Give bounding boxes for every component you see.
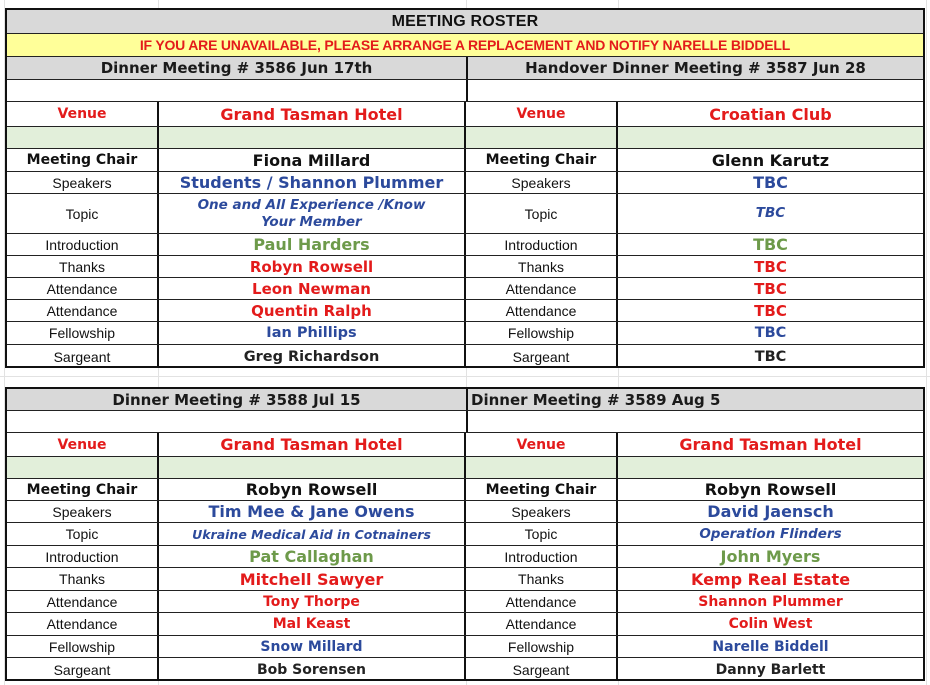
- sargeant-label[interactable]: Sargeant: [466, 345, 618, 368]
- fellowship-label[interactable]: Fellowship: [7, 322, 159, 344]
- sargeant-label[interactable]: Sargeant: [466, 658, 618, 681]
- green-spacer-cell[interactable]: [7, 457, 159, 478]
- thanks-label[interactable]: Thanks: [466, 568, 618, 590]
- introduction-label[interactable]: Introduction: [7, 546, 159, 567]
- meeting-chair-value[interactable]: Robyn Rowsell: [159, 479, 466, 500]
- attendance-label[interactable]: Attendance: [466, 591, 618, 612]
- roster-block-top: [5, 8, 925, 368]
- speakers-value[interactable]: Tim Mee & Jane Owens: [159, 501, 466, 522]
- sargeant-value[interactable]: TBC: [754, 348, 787, 365]
- thanks-value[interactable]: Robyn Rowsell: [159, 256, 466, 277]
- meeting-chair-value[interactable]: Fiona Millard: [159, 149, 466, 171]
- introduction-value[interactable]: TBC: [753, 235, 788, 254]
- gridline: [0, 376, 930, 377]
- attendance-value[interactable]: Mal Keast: [159, 613, 466, 635]
- thanks-label[interactable]: Thanks: [466, 256, 618, 277]
- green-spacer-cell[interactable]: [7, 127, 159, 148]
- venue-label[interactable]: Venue: [7, 433, 159, 456]
- topic-value[interactable]: One and All Experience /Know Your Member: [159, 194, 466, 233]
- speakers-value[interactable]: Students / Shannon Plummer: [159, 172, 466, 193]
- attendance-value[interactable]: Colin West: [728, 616, 813, 632]
- fellowship-value[interactable]: Ian Phillips: [159, 322, 466, 344]
- fellowship-value[interactable]: Snow Millard: [159, 636, 466, 657]
- introduction-value[interactable]: Pat Callaghan: [159, 546, 466, 567]
- meeting-header[interactable]: Dinner Meeting # 3588 Jul 15: [7, 389, 468, 410]
- meeting-chair-value[interactable]: Glenn Karutz: [711, 150, 830, 170]
- speakers-label[interactable]: Speakers: [7, 501, 159, 522]
- attendance-value[interactable]: Leon Newman: [159, 278, 466, 299]
- topic-label[interactable]: Topic: [466, 194, 618, 233]
- attendance-label[interactable]: Attendance: [7, 613, 159, 635]
- green-spacer-cell[interactable]: [618, 127, 923, 148]
- speakers-value[interactable]: TBC: [753, 173, 788, 192]
- attendance-label[interactable]: Attendance: [7, 278, 159, 299]
- venue-value[interactable]: Grand Tasman Hotel: [679, 435, 862, 454]
- topic-value[interactable]: Ukraine Medical Aid in Cotnainers: [159, 523, 466, 545]
- attendance-label[interactable]: Attendance: [466, 300, 618, 321]
- introduction-value[interactable]: John Myers: [720, 547, 821, 566]
- attendance-label[interactable]: Attendance: [466, 613, 618, 635]
- introduction-label[interactable]: Introduction: [7, 234, 159, 255]
- meeting-chair-label[interactable]: Meeting Chair: [466, 479, 618, 500]
- speakers-label[interactable]: Speakers: [7, 172, 159, 193]
- fellowship-label[interactable]: Fellowship: [7, 636, 159, 657]
- topic-label[interactable]: Topic: [7, 523, 159, 545]
- fellowship-value[interactable]: Narelle Biddell: [712, 638, 829, 655]
- blank-cell[interactable]: [468, 411, 923, 432]
- attendance-value[interactable]: Shannon Plummer: [698, 593, 843, 610]
- introduction-label[interactable]: Introduction: [466, 546, 618, 567]
- attendance-label[interactable]: Attendance: [466, 278, 618, 299]
- attendance-value[interactable]: Quentin Ralph: [159, 300, 466, 321]
- roster-title: MEETING ROSTER: [7, 10, 923, 33]
- green-spacer-cell[interactable]: [159, 457, 466, 478]
- green-spacer-cell[interactable]: [618, 457, 923, 478]
- venue-value[interactable]: Grand Tasman Hotel: [159, 433, 466, 456]
- gridline: [926, 0, 927, 685]
- fellowship-value[interactable]: TBC: [754, 325, 787, 341]
- meeting-chair-label[interactable]: Meeting Chair: [466, 149, 618, 171]
- topic-value[interactable]: Operation Flinders: [699, 525, 842, 542]
- introduction-label[interactable]: Introduction: [466, 234, 618, 255]
- notice-banner: IF YOU ARE UNAVAILABLE, PLEASE ARRANGE A REPLACEMENT AND NOTIFY NARELLE BIDDELL: [7, 34, 923, 56]
- thanks-value[interactable]: Mitchell Sawyer: [159, 568, 466, 590]
- meeting-header[interactable]: Dinner Meeting # 3586 Jun 17th: [7, 57, 468, 79]
- introduction-value[interactable]: Paul Harders: [159, 234, 466, 255]
- thanks-label[interactable]: Thanks: [7, 256, 159, 277]
- fellowship-label[interactable]: Fellowship: [466, 636, 618, 657]
- sargeant-label[interactable]: Sargeant: [7, 345, 159, 368]
- venue-label[interactable]: Venue: [466, 102, 618, 126]
- meeting-header[interactable]: Handover Dinner Meeting # 3587 Jun 28: [468, 57, 923, 79]
- attendance-value[interactable]: Tony Thorpe: [159, 591, 466, 612]
- speakers-label[interactable]: Speakers: [466, 172, 618, 193]
- attendance-label[interactable]: Attendance: [7, 591, 159, 612]
- attendance-label[interactable]: Attendance: [7, 300, 159, 321]
- roster-block-bottom: [5, 387, 925, 681]
- topic-value[interactable]: TBC: [755, 205, 786, 221]
- blank-cell[interactable]: [468, 80, 923, 101]
- green-spacer-cell[interactable]: [466, 457, 618, 478]
- topic-label[interactable]: Topic: [466, 523, 618, 545]
- sargeant-value[interactable]: Danny Barlett: [715, 661, 826, 678]
- blank-cell[interactable]: [7, 411, 468, 432]
- attendance-value[interactable]: TBC: [754, 301, 787, 320]
- venue-label[interactable]: Venue: [7, 102, 159, 126]
- venue-value[interactable]: Grand Tasman Hotel: [159, 102, 466, 126]
- attendance-value[interactable]: TBC: [754, 279, 787, 298]
- green-spacer-cell[interactable]: [159, 127, 466, 148]
- thanks-label[interactable]: Thanks: [7, 568, 159, 590]
- sargeant-value[interactable]: Greg Richardson: [159, 345, 466, 368]
- blank-cell[interactable]: [7, 80, 468, 101]
- sargeant-value[interactable]: Bob Sorensen: [159, 658, 466, 681]
- meeting-header[interactable]: Dinner Meeting # 3589 Aug 5: [468, 389, 923, 410]
- sargeant-label[interactable]: Sargeant: [7, 658, 159, 681]
- topic-label[interactable]: Topic: [7, 194, 159, 233]
- meeting-chair-label[interactable]: Meeting Chair: [7, 149, 159, 171]
- green-spacer-cell[interactable]: [466, 127, 618, 148]
- thanks-value[interactable]: TBC: [754, 257, 787, 276]
- fellowship-label[interactable]: Fellowship: [466, 322, 618, 344]
- venue-label[interactable]: Venue: [466, 433, 618, 456]
- thanks-value[interactable]: Kemp Real Estate: [690, 569, 851, 589]
- meeting-chair-label[interactable]: Meeting Chair: [7, 479, 159, 500]
- venue-value[interactable]: Croatian Club: [709, 104, 832, 124]
- speakers-value[interactable]: David Jaensch: [707, 502, 834, 521]
- meeting-chair-value[interactable]: Robyn Rowsell: [704, 480, 837, 499]
- speakers-label[interactable]: Speakers: [466, 501, 618, 522]
